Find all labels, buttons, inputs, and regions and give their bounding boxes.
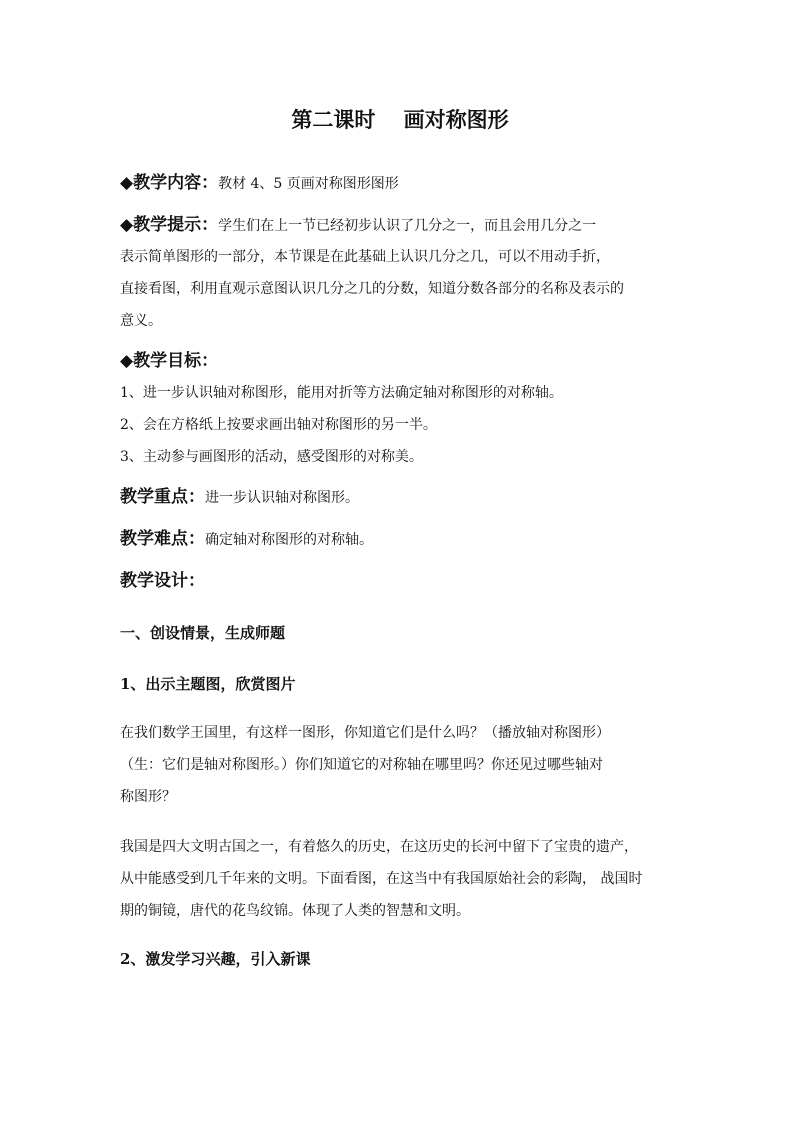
step1-para1-line-1: 在我们数学王国里，有这样一图形，你知道它们是什么吗？（播放轴对称图形） [120, 725, 610, 741]
goal-item-3: 3、主动参与画图形的活动，感受图形的对称美。 [120, 449, 423, 465]
step1-para2-line-2: 从中能感受到几千年来的文明。下面看图，在这当中有我国原始社会的彩陶， 战国时 [120, 871, 643, 887]
difficulty [120, 524, 373, 549]
teaching-hint-label: ◆教学提示： [120, 215, 219, 235]
step1-para1-line-2: （生：它们是轴对称图形。）你们知道它的对称轴在哪里吗？你还见过哪些轴对 [120, 757, 603, 773]
page-title: 第二课时 画对称图形 [291, 107, 509, 132]
part1-heading: 一、创设情景，生成师题 [120, 624, 286, 642]
step1-para2-line-1: 我国是四大文明古国之一，有着悠久的历史，在这历史的长河中留下了宝贵的遗产， [120, 839, 638, 855]
difficulty-label: 教学难点： [120, 529, 205, 549]
teaching-content-text: 教材 4、5 页画对称图形图形 [218, 176, 399, 192]
teaching-design-label: 教学设计： [120, 571, 205, 591]
goal-item-2: 2、会在方格纸上按要求画出轴对称图形的另一半。 [120, 417, 437, 433]
teaching-hint-line-4: 意义。 [120, 313, 162, 329]
goal-item-1: 1、进一步认识轴对称图形，能用对折等方法确定轴对称图形的对称轴。 [120, 385, 563, 401]
difficulty-text: 确定轴对称图形的对称轴。 [205, 532, 373, 548]
teaching-hint-text: 学生们在上一节已经初步认识了几分之一，而且会用几分之一 [218, 218, 597, 234]
step2-heading: 2、激发学习兴趣，引入新课 [120, 950, 311, 968]
teaching-content [120, 168, 399, 193]
teaching-content-label: ◆教学内容： [120, 173, 219, 193]
step1-para2-line-3: 期的铜镜，唐代的花鸟纹锦。体现了人类的智慧和文明。 [120, 903, 470, 919]
teaching-hint-line-3: 直接看图，利用直观示意图认识几分之几的分数，知道分数各部分的名称及表示的 [120, 281, 624, 297]
key-point-label: 教学重点： [120, 487, 205, 507]
step1-para1-line-3: 称图形？ [120, 789, 176, 805]
teaching-goals-label: ◆教学目标： [120, 351, 219, 371]
key-point [120, 482, 359, 507]
teaching-hint-line-1 [120, 210, 596, 235]
step1-heading: 1、出示主题图，欣赏图片 [120, 675, 296, 693]
teaching-hint-line-2: 表示简单图形的一部分，本节课是在此基础上认识几分之几，可以不用动手折， [120, 249, 610, 265]
key-point-text: 进一步认识轴对称图形。 [205, 490, 359, 506]
